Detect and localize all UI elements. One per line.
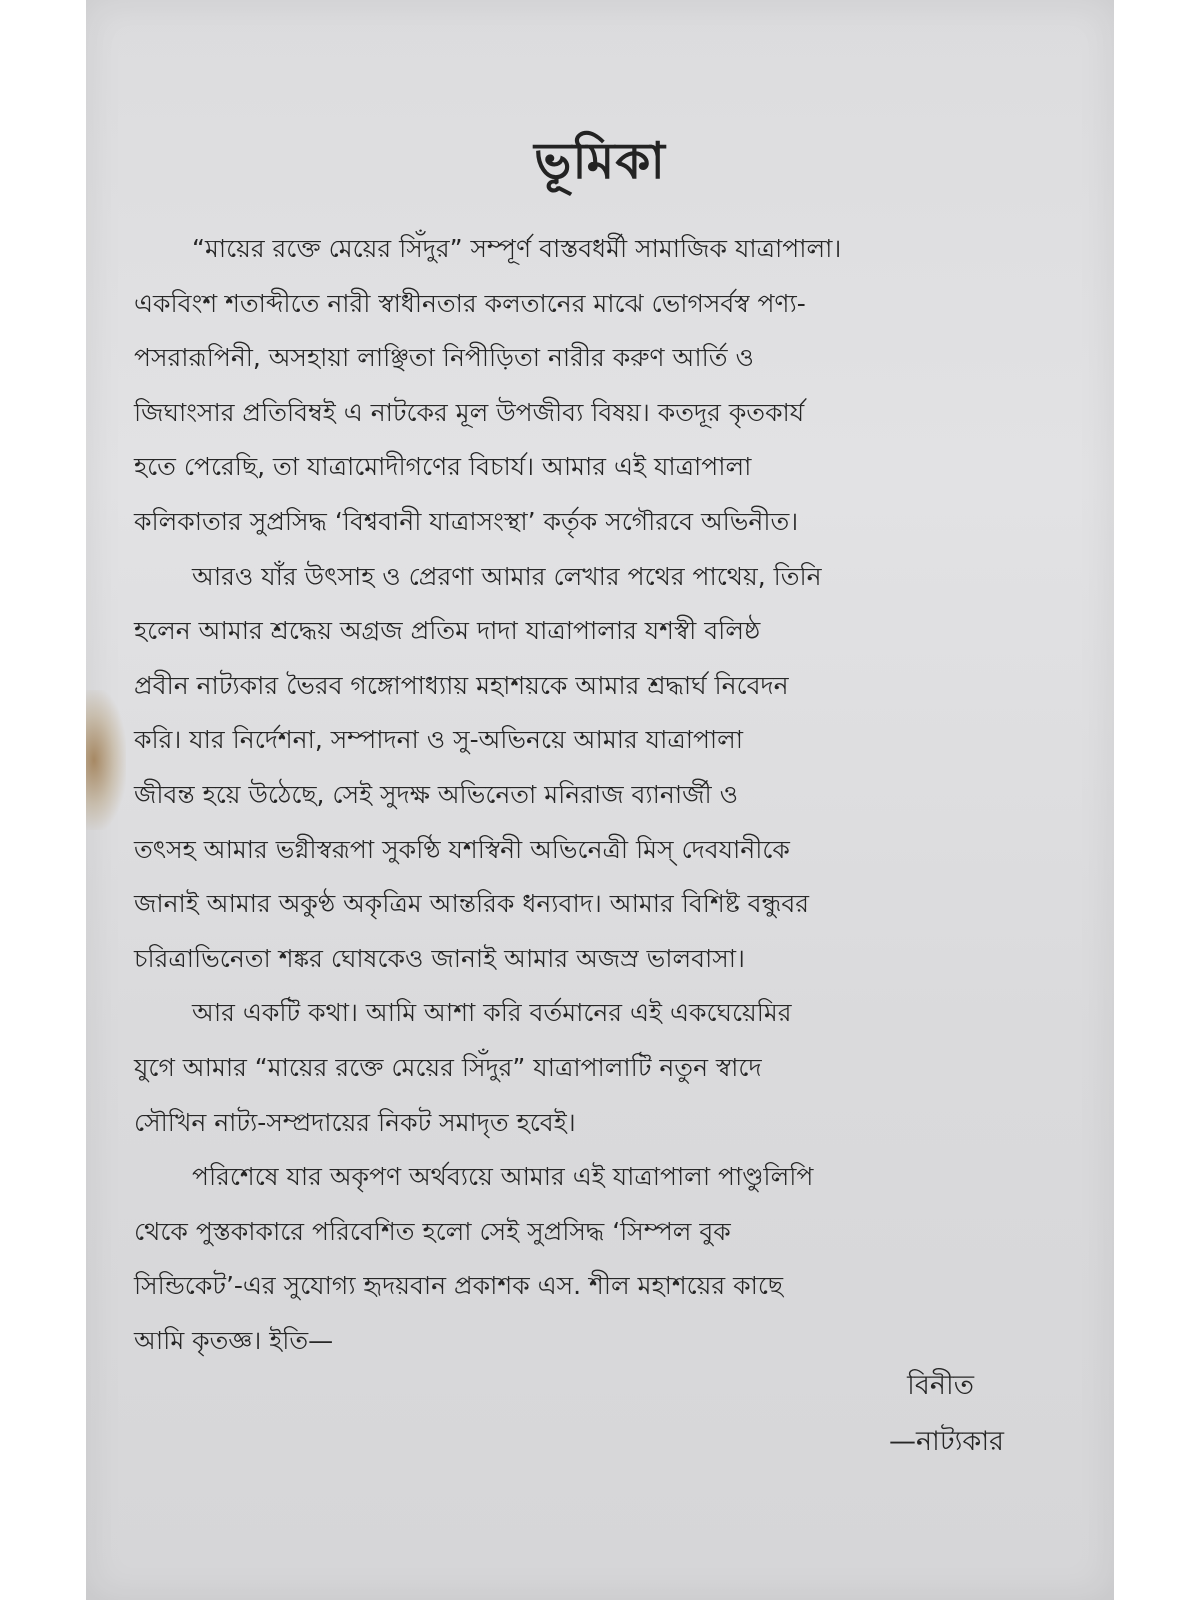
text-line: যুগে আমার “মায়ের রক্তে মেয়ের সিঁদুর” যাত্রাপালাটি নতুন স্বাদে — [134, 1052, 762, 1082]
text-line: আর একটি কথা। আমি আশা করি বর্তমানের এই একঘেয়েমির — [192, 998, 792, 1028]
text-line: পরিশেষে যার অকৃপণ অর্থব্যয়ে আমার এই যাত্রাপালা পাণ্ডুলিপি — [192, 1162, 814, 1192]
text-line: করি। যার নির্দেশনা, সম্পাদনা ও সু-অভিনয়ে আমার যাত্রাপালা — [134, 725, 744, 755]
signoff-author: —নাট্যকার — [888, 1426, 1004, 1457]
text-line: চরিত্রাভিনেতা শঙ্কর ঘোষকেও জানাই আমার অজস্র ভালবাসা। — [134, 943, 745, 973]
text-line: হতে পেরেছি, তা যাত্রামোদীগণের বিচার্য। আমার এই যাত্রাপালা — [134, 452, 752, 482]
page-heading: ভূমিকা — [534, 132, 666, 190]
book-page — [86, 0, 1114, 1600]
text-line: সৌখিন নাট্য-সম্প্রদায়ের নিকট সমাদৃত হবেই। — [134, 1107, 576, 1137]
text-line: হলেন আমার শ্রদ্ধেয় অগ্রজ প্রতিম দাদা যাত্রাপালার যশস্বী বলিষ্ঠ — [134, 616, 761, 646]
signoff — [889, 1358, 1004, 1470]
paper-stain — [86, 690, 126, 830]
text-line: পসরারূপিনী, অসহায়া লাঞ্ছিতা নিপীড়িতা নারীর করুণ আর্তি ও — [134, 343, 754, 373]
text-line: জীবন্ত হয়ে উঠেছে, সেই সুদক্ষ অভিনেতা মনিরাজ ব্যানার্জী ও — [134, 779, 738, 809]
text-line: আমি কৃতজ্ঞ। ইতি— — [134, 1325, 334, 1355]
signoff-humbly: বিনীত — [907, 1370, 974, 1401]
text-line: জানাই আমার অকুণ্ঠ অকৃত্রিম আন্তরিক ধন্যবাদ। আমার বিশিষ্ট বন্ধুবর — [134, 889, 810, 919]
text-line: তৎসহ আমার ভগ্নীস্বরূপা সুকণ্ঠি যশস্বিনী অভিনেত্রী মিস্ দেবযানীকে — [134, 834, 790, 864]
text-line: কলিকাতার সুপ্রসিদ্ধ ‘বিশ্ববানী যাত্রাসংস্থা’ কর্তৃক সগৌরবে অভিনীত। — [134, 506, 799, 536]
text-line: প্রবীন নাট্যকার ভৈরব গঙ্গোপাধ্যায় মহাশয়কে আমার শ্রদ্ধার্ঘ নিবেদন — [134, 670, 789, 700]
text-line: আরও যাঁর উৎসাহ ও প্রেরণা আমার লেখার পথের পাথেয়, তিনি — [192, 561, 822, 591]
text-line: থেকে পুস্তকাকারে পরিবেশিত হলো সেই সুপ্রসিদ্ধ ‘সিম্পল বুক — [134, 1216, 731, 1246]
text-line: সিন্ডিকেট’-এর সুযোগ্য হৃদয়বান প্রকাশক এস. শীল মহাশয়ের কাছে — [134, 1271, 784, 1301]
preface-body — [134, 222, 1064, 1368]
text-line: একবিংশ শতাব্দীতে নারী স্বাধীনতার কলতানের মাঝে ভোগসর্বস্ব পণ্য- — [134, 288, 806, 318]
text-line: “মায়ের রক্তে মেয়ের সিঁদুর” সম্পূর্ণ বাস্তবধর্মী সামাজিক যাত্রাপালা। — [192, 234, 842, 263]
text-line: জিঘাংসার প্রতিবিম্বই এ নাটকের মূল উপজীব্য বিষয়। কতদূর কৃতকার্য — [134, 397, 805, 427]
